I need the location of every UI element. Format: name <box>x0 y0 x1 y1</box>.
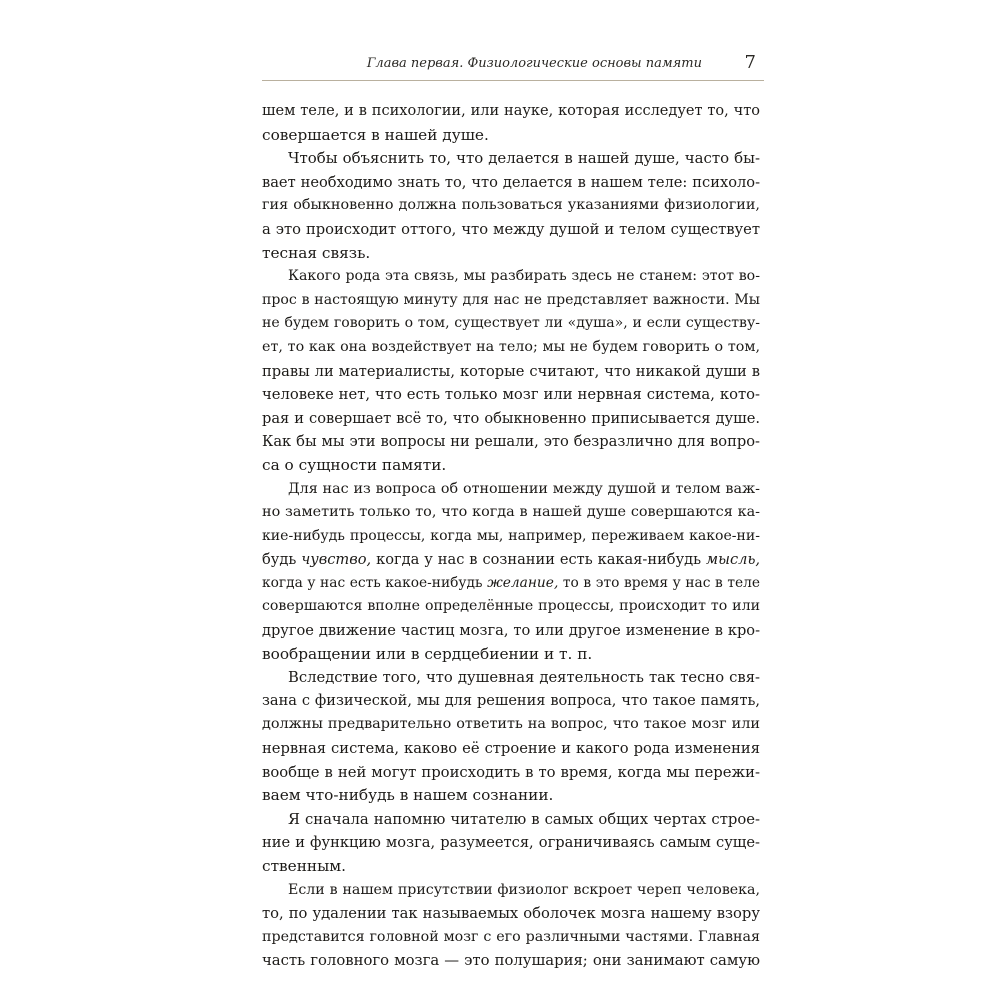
text-fragment: когда у нас есть какое-нибудь <box>262 574 488 591</box>
text-fragment: будь <box>262 551 302 569</box>
text-line: ние и функцию мозга, разумеется, ограничиваясь самым суще- <box>262 834 760 852</box>
text-line: зана с физической, мы для решения вопроса, что такое память, <box>262 692 760 709</box>
running-title: Глава первая. Физиологические основы памяти <box>366 56 702 71</box>
text-line: кие-нибудь процессы, когда мы, например, переживаем какое-ни- <box>262 527 760 544</box>
emphasis-word: желание, <box>487 574 559 591</box>
text-line: Чтобы объяснить то, что делается в нашей душе, часто бы- <box>288 149 760 168</box>
text-line: Для нас из вопроса об отношении между душой и телом важ- <box>288 480 760 497</box>
text-line: то, по удалении так называемых оболочек мозга нашему взору <box>262 905 760 923</box>
text-line: вообще в ней могут происходить в то время, когда мы пережи- <box>262 763 760 781</box>
text-line: другое движение частиц мозга, то или другое изменение в кро- <box>262 622 760 640</box>
text-line: представится головной мозг с его различными частями. Главная <box>262 928 760 945</box>
body-text <box>262 100 760 973</box>
text-line: ваем что-нибудь в нашем сознании. <box>262 786 554 805</box>
text-line: Какого рода эта связь, мы разбирать здесь не станем: этот во- <box>288 268 760 285</box>
text-line: Я сначала напомню читателю в самых общих чертах строе- <box>288 810 760 828</box>
page-header <box>262 44 764 81</box>
text-line: должны предварительно ответить на вопрос, что такое мозг или <box>262 716 760 733</box>
text-line: Вследствие того, что душевная деятельность так тесно свя- <box>288 669 760 687</box>
text-line: Как бы мы эти вопросы ни решали, это безразлично для вопро- <box>262 433 760 451</box>
emphasis-word: чувство, <box>301 551 372 569</box>
text-line <box>262 548 760 572</box>
text-fragment: то в это время у нас в теле <box>558 574 760 591</box>
text-fragment: когда у нас в сознании есть какая-нибудь <box>371 551 707 569</box>
text-line: рая и совершает всё то, что обыкновенно приписывается душе. <box>262 409 760 427</box>
text-line: правы ли материалисты, которые считают, что никакой души в <box>262 362 760 380</box>
text-line: часть головного мозга — это полушария; они занимают самую <box>262 952 760 970</box>
text-line: прос в настоящую минуту для нас не представляет важности. Мы <box>262 291 760 308</box>
text-line: человеке нет, что есть только мозг или нервная система, кото- <box>262 386 760 404</box>
text-line: са о сущности памяти. <box>262 455 447 474</box>
book-page <box>262 44 764 974</box>
text-line: совершается в нашей душе. <box>262 125 489 144</box>
text-line: ет, то как она воздействует на тело; мы не будем говорить о том, <box>262 338 760 355</box>
text-line: тесная связь. <box>262 243 371 262</box>
emphasis-word: мысль, <box>706 551 761 569</box>
text-line: вообращении или в сердцебиении и т. п. <box>262 644 593 663</box>
text-line: гия обыкновенно должна пользоваться указаниями физиологии, <box>262 197 760 214</box>
text-line: Если в нашем присутствии физиолог вскроет череп человека, <box>288 881 760 898</box>
text-line: ственным. <box>262 857 347 875</box>
text-line: но заметить только то, что когда в нашей душе совершаются ка- <box>262 504 760 521</box>
text-line: шем теле, и в психологии, или науке, которая исследует то, что <box>262 103 760 119</box>
text-line: совершаются вполне определённые процессы, происходит то или <box>262 598 760 615</box>
text-line: а это происходит оттого, что между душой и телом существует <box>262 220 760 238</box>
text-line: вает необходимо знать то, что делается в нашем теле: психоло- <box>262 173 760 191</box>
text-line: не будем говорить о том, существует ли «душа», и если существу- <box>262 315 760 332</box>
page-number: 7 <box>744 52 756 73</box>
text-line: нервная система, каково её строение и какого рода изменения <box>262 740 760 758</box>
text-line <box>262 572 760 596</box>
